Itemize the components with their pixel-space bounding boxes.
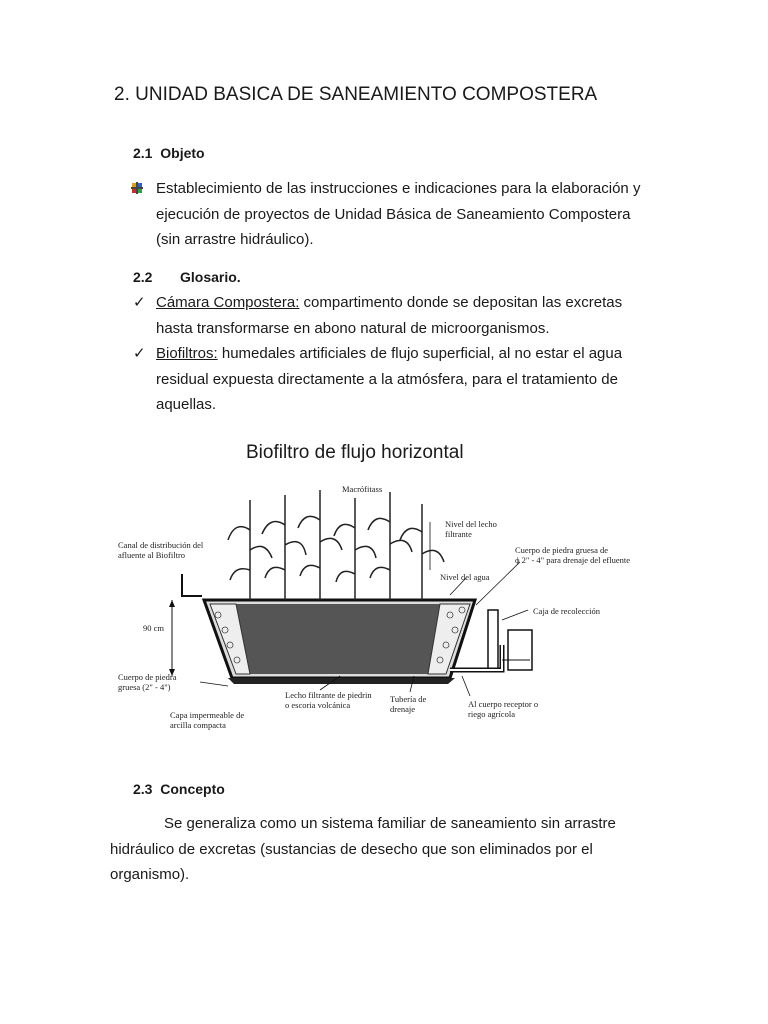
glossary-definition: compartimento donde se depositan las excretas — [299, 294, 623, 311]
label-altura: 90 cm — [143, 623, 165, 633]
label-cuerpo-piedra-gruesa: Cuerpo de piedra gruesa de ϕ 2" - 4" para drenaje del efluente — [515, 545, 631, 565]
objeto-paragraph — [156, 176, 658, 253]
section-2-3-heading — [133, 781, 225, 797]
glossary-item-biofiltros — [156, 341, 658, 418]
section-title: Objeto — [160, 145, 205, 161]
bullet-icon — [131, 182, 143, 194]
text-line: residual expuesta directamente a la atmósfera, para el tratamiento de — [156, 370, 618, 388]
text-line: Establecimiento de las instrucciones e indicaciones para la elaboración y — [156, 180, 641, 197]
section-2-2-heading — [133, 269, 152, 285]
text-line: organismo). — [110, 866, 190, 883]
label-nivel-agua: Nivel del agua — [440, 572, 490, 582]
section-title: Concepto — [160, 781, 225, 797]
label-capa: Capa impermeable de arcilla compacta — [170, 710, 245, 730]
text-line: hidráulico de excretas (sustancias de desecho que son eliminados por el — [110, 840, 593, 858]
document-heading — [114, 84, 597, 106]
label-nivel-lecho: Nivel del lecho filtrante — [445, 519, 497, 539]
label-cuerpo-piedra: Cuerpo de piedra gruesa (2" - 4") — [118, 672, 177, 692]
text-line: (sin arrastre hidráulico). — [156, 231, 314, 248]
section-number: 2.2 — [133, 269, 153, 285]
label-caja: Caja de recolección — [533, 606, 601, 616]
text-line: aquellas. — [156, 396, 217, 413]
section-number: 2.1 — [133, 145, 153, 161]
glossary-term: Cámara Compostera: — [156, 294, 300, 311]
text-line: hasta transformarse en abono natural de microorganismos. — [156, 319, 550, 337]
text-line: Se generaliza como un sistema familiar de saneamiento sin arrastre — [164, 815, 616, 832]
label-cuerpo-receptor: Al cuerpo receptor o riego agrícola — [468, 699, 539, 719]
checkmark-icon: ✓ — [133, 294, 146, 311]
section-2-1-heading — [133, 145, 205, 161]
glossary-item-camara — [156, 290, 658, 341]
heading-number: 2. — [114, 84, 130, 105]
heading-title: UNIDAD BASICA DE SANEAMIENTO COMPOSTERA — [135, 84, 598, 105]
label-tuberia: Tubería de drenaje — [390, 694, 427, 714]
label-lecho: Lecho filtrante de piedrin o escoria volcánica — [285, 690, 372, 710]
label-macrofitas: Macrófitass — [342, 484, 383, 494]
label-canal: Canal de distribución del afluente al Biofiltro — [118, 540, 204, 560]
text-line: ejecución de proyectos de Unidad Básica de Saneamiento Compostera — [156, 205, 631, 223]
glossary-term: Biofiltros: — [156, 345, 218, 362]
section-title: Glosario. — [180, 269, 241, 285]
macrophyte-plants — [228, 490, 444, 600]
checkmark-icon: ✓ — [133, 345, 146, 362]
section-number: 2.3 — [133, 781, 153, 797]
glossary-definition: humedales artificiales de flujo superficial, al no estar el agua — [217, 345, 623, 362]
figure-title: Biofiltro de flujo horizontal — [246, 442, 464, 463]
concepto-paragraph — [110, 811, 658, 888]
